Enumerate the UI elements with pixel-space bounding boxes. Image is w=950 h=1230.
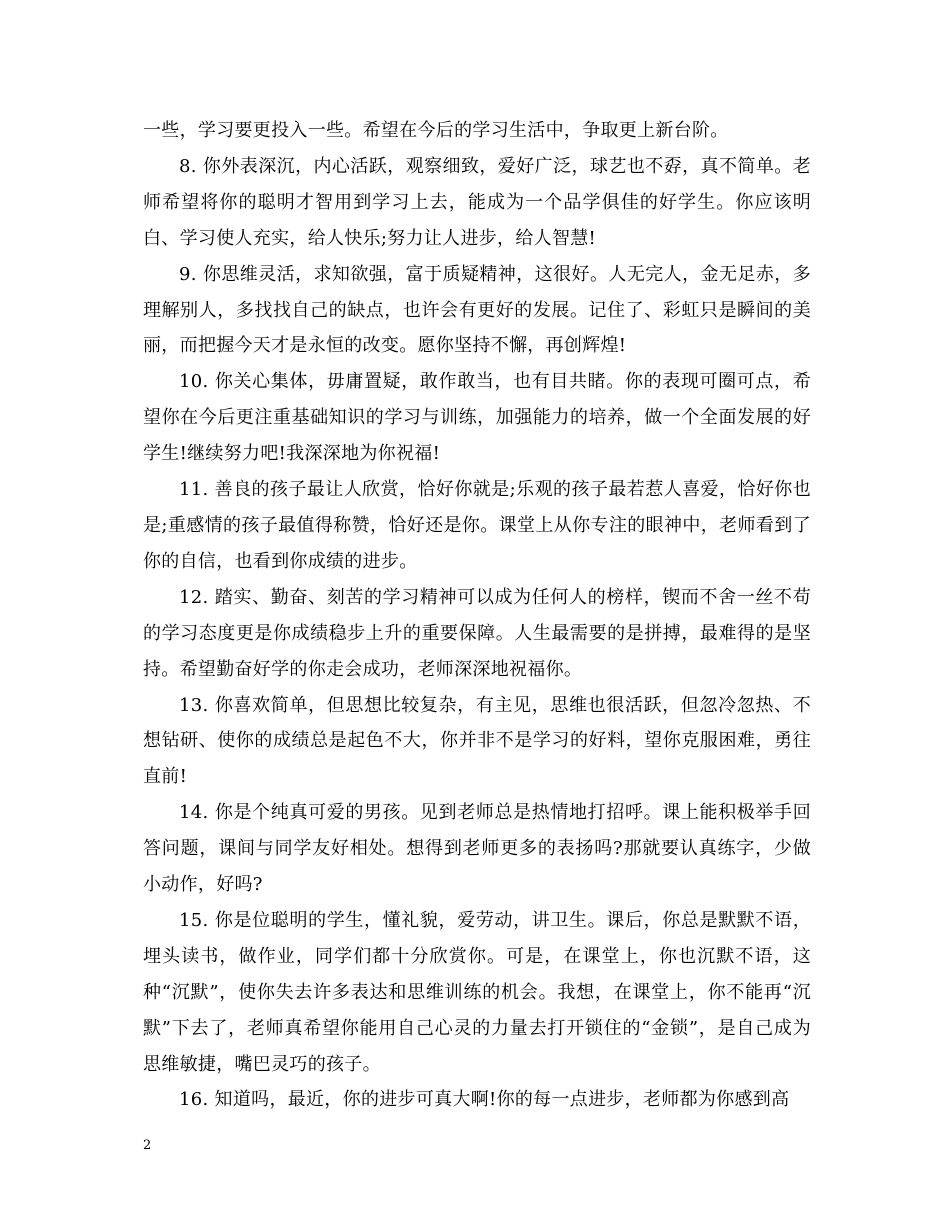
paragraph-continued: 一些，学习要更投入一些。希望在今后的学习生活中，争取更上新台阶。: [143, 120, 729, 141]
paragraph-16: 16. 知道吗，最近，你的进步可真大啊!你的每一点进步，老师都为你感到高: [179, 1089, 790, 1111]
paragraph-14: 14. 你是个纯真可爱的男孩。见到老师总是热情地打招呼。课上能积极举手回答问题，课间与同学友好相处。想得到老师更多的表扬吗?那就要认真练字，少做小动作，好吗?: [143, 802, 811, 896]
paragraph-15: 15. 你是位聪明的学生，懂礼貌，爱劳动，讲卫生。课后，你总是默默不语，埋头读书，做作业，同学们都十分欣赏你。可是，在课堂上，你也沉默不语，这种“沉默”，使你失去许多表达和思维训练的机会。我想，在课堂上，你不能再“沉默”下去了，老师真希望你能用自己心灵的力量去打开锁住的“金锁”，是自己成为思维敏捷，嘴巴灵巧的孩子。: [143, 909, 811, 1075]
paragraph-11: 11. 善良的孩子最让人欣赏，恰好你就是;乐观的孩子最若惹人喜爱，恰好你也是;重感情的孩子最值得称赞，恰好还是你。课堂上从你专注的眼神中，老师看到了你的自信，也看到你成绩的进步。: [143, 479, 811, 572]
paragraph-9: 9. 你思维灵活，求知欲强，富于质疑精神，这很好。人无完人，金无足赤，多理解别人，多找找自己的缺点，也许会有更好的发展。记住了、彩虹只是瞬间的美丽，而把握今天才是永恒的改变。愿你坚持不懈，再创辉煌!: [143, 263, 811, 357]
paragraph-10: 10. 你关心集体，毋庸置疑，敢作敢当，也有目共睹。你的表现可圈可点，希望你在今后更注重基础知识的学习与训练，加强能力的培养，做一个全面发展的好学生!继续努力吧!我深深地为你祝福!: [143, 371, 811, 465]
document-body: [143, 113, 811, 1118]
page-number: 2: [143, 1138, 152, 1153]
paragraph-8: 8. 你外表深沉，内心活跃，观察细致，爱好广泛，球艺也不孬，真不简单。老师希望将你的聪明才智用到学习上去，能成为一个品学俱佳的好学生。你应该明白、学习使人充实，给人快乐;努力让人进步，给人智慧!: [143, 155, 811, 249]
paragraph-12: 12. 踏实、勤奋、刻苦的学习精神可以成为任何人的榜样，锲而不舍一丝不苟的学习态度更是你成绩稳步上升的重要保障。人生最需要的是拼搏，最难得的是坚持。希望勤奋好学的你走会成功，老师深深地祝福你。: [143, 586, 811, 680]
paragraph-13: 13. 你喜欢简单，但思想比较复杂，有主见，思维也很活跃，但忽冷忽热、不想钻研、使你的成绩总是起色不大，你并非不是学习的好料，望你克服困难，勇往直前!: [143, 694, 811, 788]
